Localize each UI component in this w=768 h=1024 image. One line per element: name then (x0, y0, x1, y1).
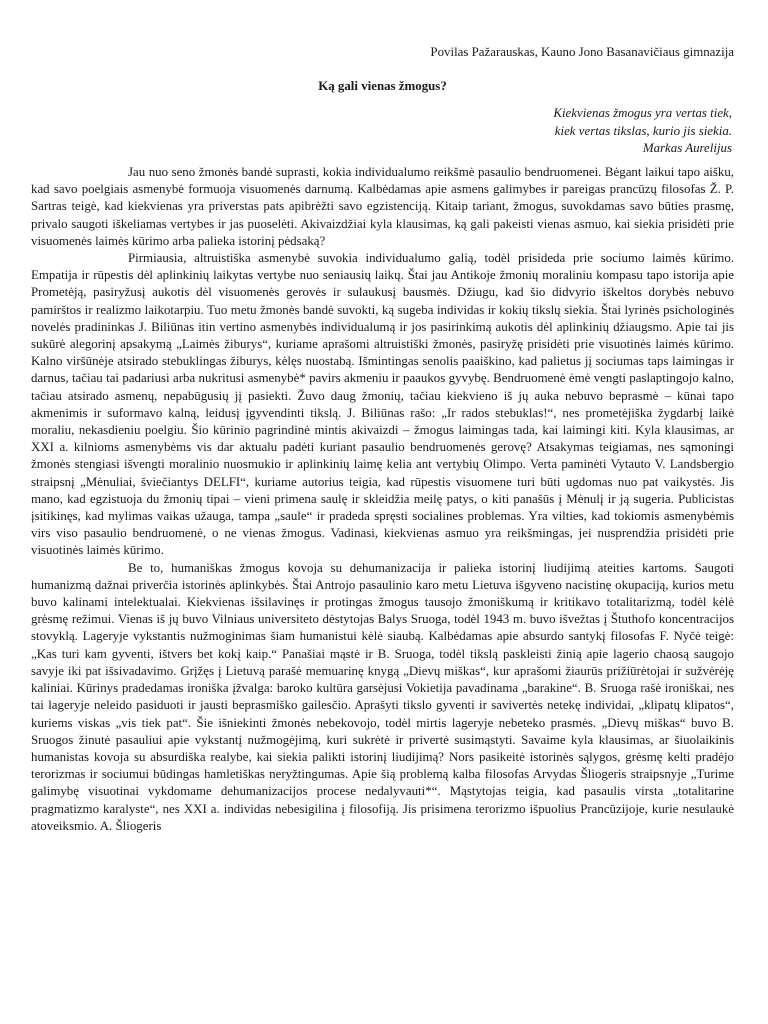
essay-title: Ką gali vienas žmogus? (318, 79, 447, 93)
document-page (31, 0, 734, 1024)
essay-body (31, 164, 734, 835)
author-line: Povilas Pažarauskas, Kauno Jono Basanavičiaus gimnazija (430, 45, 734, 59)
paragraph-humanism: Be to, humaniškas žmogus kovoja su dehumanizacija ir palieka istorinį liudijimą ateities kartoms. Saugoti humanizmą dažnai priverčia istorinės aplinkybės. Štai Antrojo pasaulinio karo metu Lietuva išgyveno nacistinę okupaciją, kurios metu buvo kalinami intelektualai. Kiekvienas išsilavinęs ir protingas žmogus tausojo žmoniškumą ir kritikavo totalitarizmą, todėl kėlė grėsmę režimui. Vienas iš jų buvo Vilniaus universiteto dėstytojas Balys Sruoga, todėl 1943 m. buvo išvežtas į Štuthofo koncentracijos stovyklą. Lageryje vykstantis nužmoginimas šiam humanistui kėlė siaubą. Kalbėdamas apie absurdo santykį filosofas F. Nyčė teigė: „Kas turi kam gyventi, ištvers bet kokį kaip.“ Panašiai mąstė ir B. Sruoga, todėl tikslą paskleisti žinią apie lagerio chaosą saugojo savyje iki pat išsivadavimo. Grįžęs į Lietuvą parašė memuarinę knygą „Dievų miškas“, kur aprašomi žiaurūs prižiūrėtojai ir sužvėrėję kaliniai. Kūrinys pradedamas ironiška įžvalga: baroko kultūra garsėjusi Vokietija pavadinama „barakine“. B. Sruoga rašė ironiškai, nes tai lageryje neleido pasiduoti ir jausti beprasmiško gailesčio. Aprašyti tikslo gyventi ir savivertės netekę individai, „klipatų klipatos“, kuriems viskas „vis tiek pat“. Šie išniekinti žmonės nebekovojo, todėl mirtis lageryje nebeteko prasmės. „Dievų miškas“ buvo B. Sruogos žinutė pasauliui apie vykstantį nužmogėjimą, kuri sukrėtė ir privertė susimąstyti. Savaime kyla klausimas, ar šiuolaikinis humanistas kovoja su absurdiška realybe, kai siekia palikti istorinį liudijimą? Nors pasikeitė istorinės sąlygos, grėsmę kelti pradėjo terorizmas ir sociumui būdingas hamletiškas neryžtingumas. Apie šią problemą kalba filosofas Arvydas Šliogeris straipsnyje „Turime galimybę visuotinai vykdomame dehumanizacijos procese nedalyvauti*“. Mąstytojas teigia, kad pasaulis virsta „totalitarine pragmatizmo karalyste“, nes XXI a. individas nebesigilina į filosofiją. Jis prisimena terorizmo išpuolius Prancūzijoje, kurie nesulaukė atoveiksmio. A. Šliogeris (31, 560, 734, 833)
paragraph-altruism: Pirmiausia, altruistiška asmenybė suvokia individualumo galią, todėl prisideda prie sociumo laimės kūrimo. Empatija ir rūpestis dėl aplinkinių laikytas vertybe nuo seniausių laikų. Štai jau Antikoje žmonių moraliniu kompasu tapo istorija apie Prometėją, pasiryžusį aukotis dėl visuomenės gerovės ir sulaukusį bausmės. Džiugu, kad šio didvyrio iškeltos dorybės nebuvo pamirštos ir realizmo laikotarpiu. Tuo metu žmonės bandė suvokti, ką sugeba individas ir kokių tikslų siekia. Štai lyrinės psichologinės novelės pradininkas J. Biliūnas itin vertino asmenybės individualumą ir jos pasirinkimą aukotis dėl aplinkinių džiaugsmo. Apie tai jis sukūrė alegorinį apsakymą „Laimės žiburys“, kuriame aprašomi altruistiški žmonės, pasiryžę prisidėti prie visuotinės laimės kūrimo. Kalno viršūnėje atsirado stebuklingas žiburys, kėlęs nuostabą. Išmintingas senolis paaiškino, kad palietus jį sociumas taps laimingas ir darnus, tačiau tai padariusi arba nukritusi asmenybė* pavirs akmeniu ir paaukos gyvybę. Bendruomenė ėmė vengti paslaptingojo kalno, tačiau atsirado asmenų, nepabūgusių jį pasiekti. Žuvo daug žmonių, tačiau kiekvieno iš jų auka nebuvo beprasmė – kūnai tapo akmenimis ir suformavo kalną, leidusį įgyvendinti tikslą. J. Biliūnas rašo: „Ir rados stebuklas!“, nes prometėjiška žygdarbį laikė moraliu, nekasdieniu poelgiu. Šio kūrinio pagrindinė mintis akivaizdi – žmogus laimingas tada, kai laimingi kiti. Kyla klausimas, ar XXI a. kilnioms asmenybėms vis dar aktualu padėti kuriant pasaulio bendruomenės gerovę? Atsakymas teigiamas, nes sąmoningi žmonės stengiasi išvengti moralinio nuosmukio ir aplinkinių laimę kelia ant vertybių Olimpo. Verta paminėti Vytauto V. Landsbergio straipsnį „Mėnuliai, šviečiantys DELFI“, kuriame autorius teigia, kad rūpestis visuomene turi būti ugdomas nuo pat vaikystės. Jis mano, kad egzistuoja du žmonių tipai – vieni primena saulę ir skleidžia meilę patys, o kiti panašūs į Mėnulį ir ją sugeria. Publicistas įsitikinęs, kad mylimas vaikas užauga, tampa „saule“ ir pradeda spręsti socialines problemas. Yra vilties, kad tokiomis asmenybėmis virs viso pasaulio bendruomenė, o ne vienas žmogus. Vadinasi, kiekvienas asmuo yra reikšmingas, jei nusprendžia prisidėti prie visuotinės laimės kūrimo. (31, 251, 734, 558)
paragraph-intro: Jau nuo seno žmonės bandė suprasti, kokia individualumo reikšmė pasaulio bendruomenei. Bėgant laikui tapo aišku, kad savo poelgiais asmenybė formuoja visuomenės darnumą. Kalbėdamas apie asmens galimybes ir pareigas prancūzų filosofas Ž. P. Sartras teigė, kad kiekvienas yra priverstas pats apibrėžti savo egzistenciją. Kitaip tariant, žmogus, suvokdamas savo būties prasmę, privalo saugoti iškeliamas vertybes ir jas puoselėti. Akivaizdžiai kyla klausimas, ką gali pakeisti vienas asmuo, kai siekia prisidėti prie visuomenės laimės kūrimo arba palieka istorinį pėdsaką? (31, 165, 734, 248)
epigraph-line-1: Kiekvienas žmogus yra vertas tiek, (553, 106, 732, 120)
epigraph-attribution: Markas Aurelijus (642, 141, 732, 156)
epigraph (553, 105, 732, 158)
epigraph-line-2: kiek vertas tikslas, kurio jis siekia. (554, 123, 732, 138)
